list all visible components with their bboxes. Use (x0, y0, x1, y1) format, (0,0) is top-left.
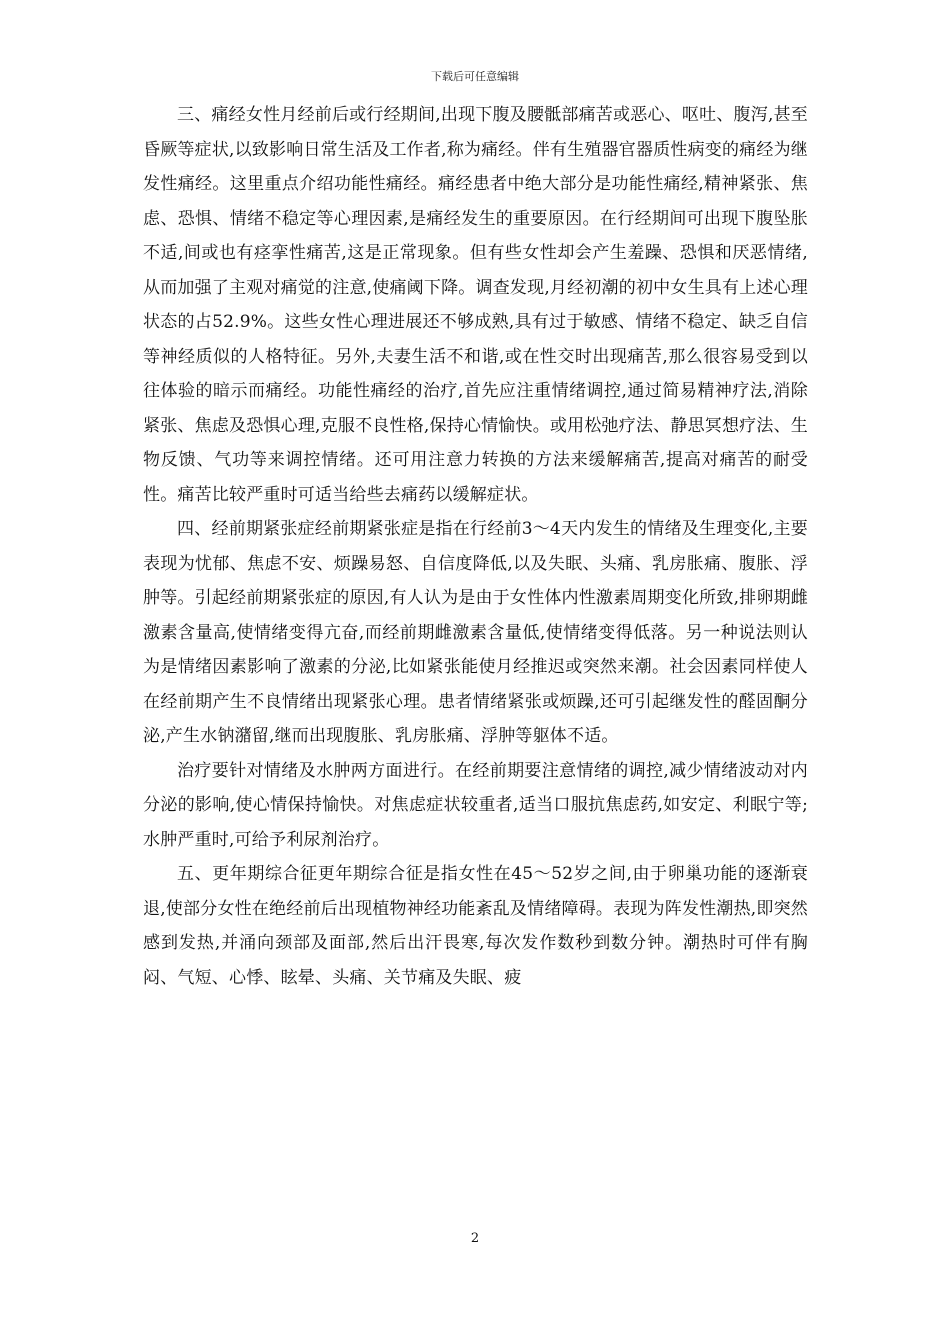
paragraph-premenstrual-tension: 四、经前期紧张症经前期紧张症是指在行经前3～4天内发生的情绪及生理变化,主要表现为忧郁、焦虑不安、烦躁易怒、自信度降低,以及失眠、头痛、乳房胀痛、腹胀、浮肿等。引起经前期紧张症的原因,有人认为是由于女性体内性激素周期变化所致,排卵期雌激素含量高,使情绪变得亢奋,而经前期雌激素含量低,使情绪变得低落。另一种说法则认为是情绪因素影响了激素的分泌,比如紧张能使月经推迟或突然来潮。社会因素同样使人在经前期产生不良情绪出现紧张心理。患者情绪紧张或烦躁,还可引起继发性的醛固酮分泌,产生水钠潴留,继而出现腹胀、乳房胀痛、浮肿等躯体不适。 (143, 519, 808, 746)
page-header-note: 下载后可任意编辑 (431, 70, 519, 83)
page-number: 2 (470, 1231, 480, 1246)
paragraph-treatment: 治疗要针对情绪及水肿两方面进行。在经前期要注意情绪的调控,减少情绪波动对内分泌的影响,使心情保持愉快。对焦虑症状较重者,适当口服抗焦虑药,如安定、利眠宁等;水肿严重时,可给予利尿剂治疗。 (143, 760, 808, 850)
paragraph-dysmenorrhea: 三、痛经女性月经前后或行经期间,出现下腹及腰骶部痛苦或恶心、呕吐、腹泻,甚至昏厥等症状,以致影响日常生活及工作者,称为痛经。伴有生殖器官器质性病变的痛经为继发性痛经。这里重点介绍功能性痛经。痛经患者中绝大部分是功能性痛经,精神紧张、焦虑、恐惧、情绪不稳定等心理因素,是痛经发生的重要原因。在行经期间可出现下腹坠胀不适,间或也有痉挛性痛苦,这是正常现象。但有些女性却会产生羞躁、恐惧和厌恶情绪,从而加强了主观对痛觉的注意,使痛阈下降。调查发现,月经初潮的初中女生具有上述心理状态的占52.9%。这些女性心理进展还不够成熟,具有过于敏感、情绪不稳定、缺乏自信等神经质似的人格特征。另外,夫妻生活不和谐,或在性交时出现痛苦,那么很容易受到以往体验的暗示而痛经。功能性痛经的治疗,首先应注重情绪调控,通过简易精神疗法,消除紧张、焦虑及恐惧心理,克服不良性格,保持心情愉快。或用松弛疗法、静思冥想疗法、生物反馈、气功等来调控情绪。还可用注意力转换的方法来缓解痛苦,提高对痛苦的耐受性。痛苦比较严重时可适当给些去痛药以缓解症状。 (143, 105, 808, 505)
paragraph-menopause: 五、更年期综合征更年期综合征是指女性在45～52岁之间,由于卵巢功能的逐渐衰退,使部分女性在绝经前后出现植物神经功能紊乱及情绪障碍。表现为阵发性潮热,即突然感到发热,并涌向颈部及面部,然后出汗畏寒,每次发作数秒到数分钟。潮热时可伴有胸闷、气短、心悸、眩晕、头痛、关节痛及失眠、疲 (143, 864, 808, 988)
document-body (143, 98, 808, 995)
